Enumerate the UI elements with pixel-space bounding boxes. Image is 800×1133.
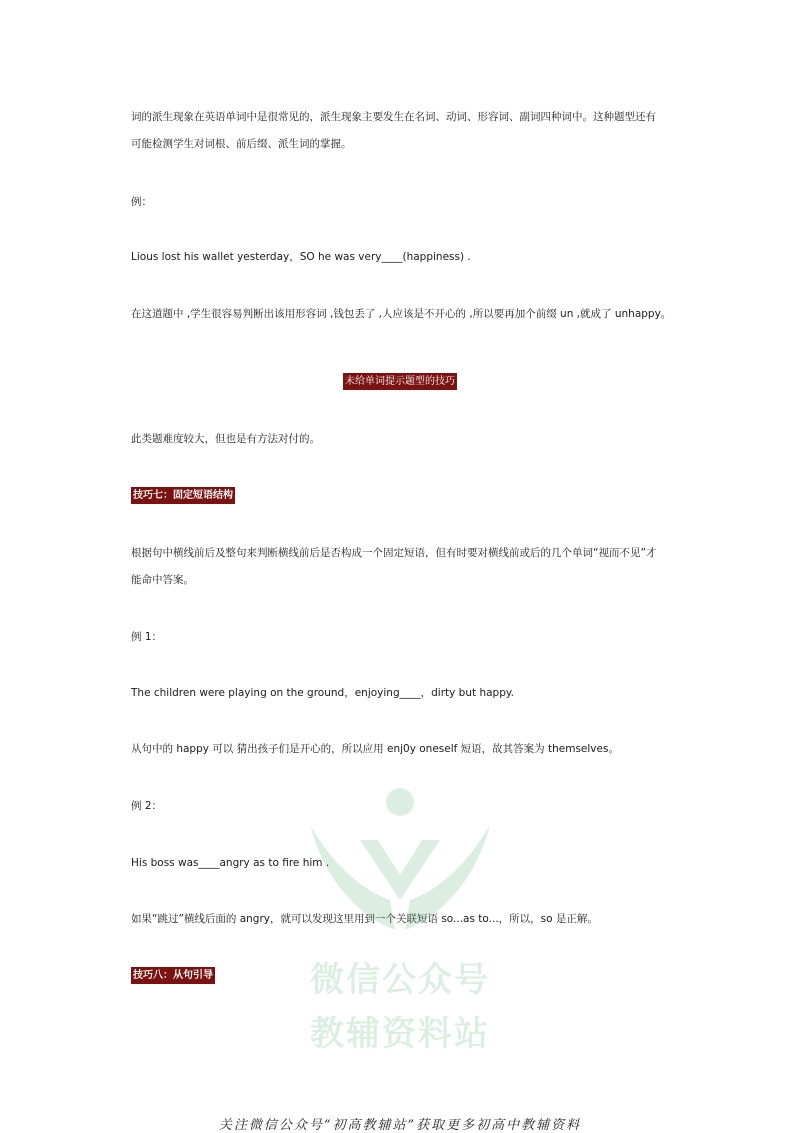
- explanation-text: 在这道题中 ,学生很容易判断出该用形容词 ,钱包丢了 ,人应该是不开心的 ,所以要再加个前缀 un ,就成了 unhappy。: [131, 308, 672, 320]
- section-intro: 此类题难度较大，但也是有方法对付的。: [131, 433, 320, 445]
- example-2-explanation: 如果“跳过”横线后面的 angry，就可以发现这里用到一个关联短语 so...as to...，所以，so 是正解。: [131, 913, 598, 925]
- tip-7-desc-line-1: 根据句中横线前后及整句来判断横线前后是否构成一个固定短语，但有时要对横线前或后的几个单词“视而不见”才: [131, 547, 657, 559]
- watermark-text-1: 微信公众号: [310, 960, 490, 1000]
- example-2-sentence: His boss was____angry as to fire him .: [131, 857, 330, 869]
- footer-note: 关注微信公众号“初高教辅站”获取更多初高中教辅资料: [218, 1118, 582, 1133]
- example-1-sentence: The children were playing on the ground，enjoying____，dirty but happy.: [131, 687, 514, 699]
- example-1-explanation: 从句中的 happy 可以 猜出孩子们是开心的，所以应用 enj0y oneself 短语，故其答案为 themselves。: [131, 743, 619, 755]
- example-sentence: Lious lost his wallet yesterday，SO he was very____(happiness) .: [131, 251, 471, 263]
- watermark-text-2: 教辅资料站: [310, 1014, 490, 1054]
- tip-8-badge: 技巧八：从句引导: [131, 967, 215, 984]
- intro-line-1: 词的派生现象在英语单词中是很常见的，派生现象主要发生在名词、动词、形容词、副词四种词中。这种题型还有: [131, 111, 656, 123]
- example-2-label: 例 2：: [131, 800, 163, 812]
- example-label: 例：: [131, 196, 152, 208]
- section-heading-badge: 未给单词提示题型的技巧: [343, 373, 457, 390]
- intro-line-2: 可能检测学生对词根、前后缀、派生词的掌握。: [131, 138, 352, 150]
- example-1-label: 例 1：: [131, 631, 163, 643]
- tip-7-badge: 技巧七：固定短语结构: [131, 487, 235, 504]
- tip-7-desc-line-2: 能命中答案。: [131, 574, 194, 586]
